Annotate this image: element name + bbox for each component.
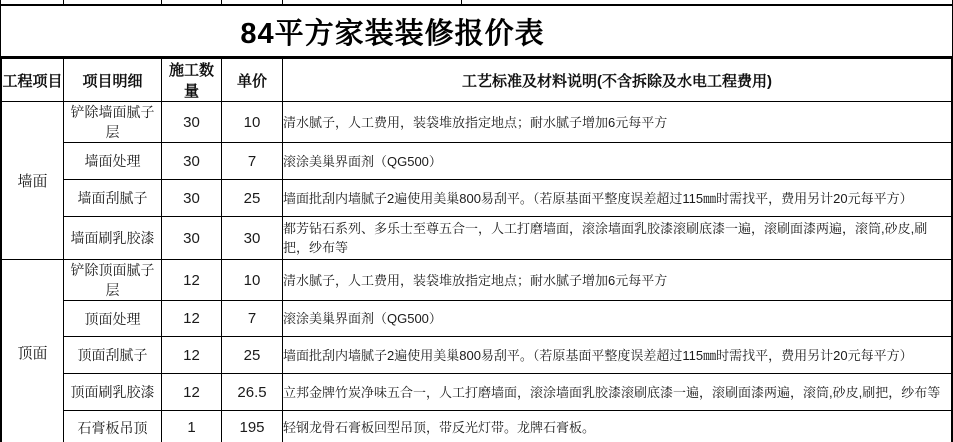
desc-cell: 墙面批刮内墙腻子2遍使用美巢800易刮平。（若原基面平整度误差超过115㎜时需找平，费用另计20元每平方）: [283, 180, 952, 217]
col-header-project: 工程项目: [2, 59, 64, 102]
item-cell: 铲除顶面腻子层: [64, 260, 162, 301]
price-cell: 7: [222, 143, 283, 180]
top-row-remnant: [1, 0, 952, 6]
price-cell: 10: [222, 260, 283, 301]
qty-cell: 30: [162, 180, 222, 217]
price-cell: 10: [222, 102, 283, 143]
desc-cell: 立邦金牌竹炭净味五合一，人工打磨墙面，滚涂墙面乳胶漆滚刷底漆一遍，滚刷面漆两遍，滚筒,砂皮,刷把，纱布等: [283, 374, 952, 411]
header-row: [2, 59, 952, 102]
table-row: [2, 411, 952, 442]
table-row: [2, 260, 952, 301]
desc-cell: 清水腻子，人工费用，装袋堆放指定地点；耐水腻子增加6元每平方: [283, 102, 952, 143]
quote-table: [1, 58, 952, 442]
section-cell-wall: 墙面: [2, 102, 64, 260]
desc-cell: 墙面批刮内墙腻子2遍使用美巢800易刮平。（若原基面平整度误差超过115㎜时需找平，费用另计20元每平方）: [283, 337, 952, 374]
table-row: [2, 102, 952, 143]
price-cell: 7: [222, 301, 283, 337]
price-cell: 25: [222, 180, 283, 217]
qty-cell: 30: [162, 143, 222, 180]
price-cell: 30: [222, 217, 283, 260]
desc-cell: 滚涂美巢界面剂（QG500）: [283, 143, 952, 180]
qty-cell: 12: [162, 374, 222, 411]
item-cell: 顶面处理: [64, 301, 162, 337]
table-row: [2, 180, 952, 217]
price-cell: 26.5: [222, 374, 283, 411]
table-row: [2, 217, 952, 260]
qty-cell: 12: [162, 301, 222, 337]
qty-cell: 30: [162, 102, 222, 143]
table-row: [2, 337, 952, 374]
qty-cell: 12: [162, 337, 222, 374]
grid-line: [221, 0, 222, 4]
qty-cell: 30: [162, 217, 222, 260]
grid-line: [63, 0, 64, 4]
price-cell: 195: [222, 411, 283, 442]
col-header-quantity: 施工数量: [162, 59, 222, 102]
desc-cell: 清水腻子，人工费用，装袋堆放指定地点；耐水腻子增加6元每平方: [283, 260, 952, 301]
item-cell: 石膏板吊顶: [64, 411, 162, 442]
item-cell: 顶面刮腻子: [64, 337, 162, 374]
price-cell: 25: [222, 337, 283, 374]
col-header-description: 工艺标准及材料说明(不含拆除及水电工程费用): [283, 59, 952, 102]
grid-line: [461, 0, 462, 4]
qty-cell: 1: [162, 411, 222, 442]
title-row: [1, 6, 952, 58]
desc-cell: 都芳钻石系列、多乐士至尊五合一，人工打磨墙面，滚涂墙面乳胶漆滚刷底漆一遍，滚刷面漆两遍，滚筒,砂皮,刷把，纱布等: [283, 217, 952, 260]
grid-line: [161, 0, 162, 4]
table-row: [2, 301, 952, 337]
grid-line: [282, 0, 283, 4]
item-cell: 墙面刷乳胶漆: [64, 217, 162, 260]
item-cell: 顶面刷乳胶漆: [64, 374, 162, 411]
col-header-item: 项目明细: [64, 59, 162, 102]
page-title: 84平方家装装修报价表: [240, 17, 545, 50]
item-cell: 铲除墙面腻子层: [64, 102, 162, 143]
table-row: [2, 374, 952, 411]
col-header-unit-price: 单价: [222, 59, 283, 102]
desc-cell: 轻钢龙骨石膏板回型吊顶，带反光灯带。龙牌石膏板。: [283, 411, 952, 442]
qty-cell: 12: [162, 260, 222, 301]
item-cell: 墙面刮腻子: [64, 180, 162, 217]
desc-cell: 滚涂美巢界面剂（QG500）: [283, 301, 952, 337]
table-row: [2, 143, 952, 180]
section-cell-ceiling: 顶面: [2, 260, 64, 442]
item-cell: 墙面处理: [64, 143, 162, 180]
